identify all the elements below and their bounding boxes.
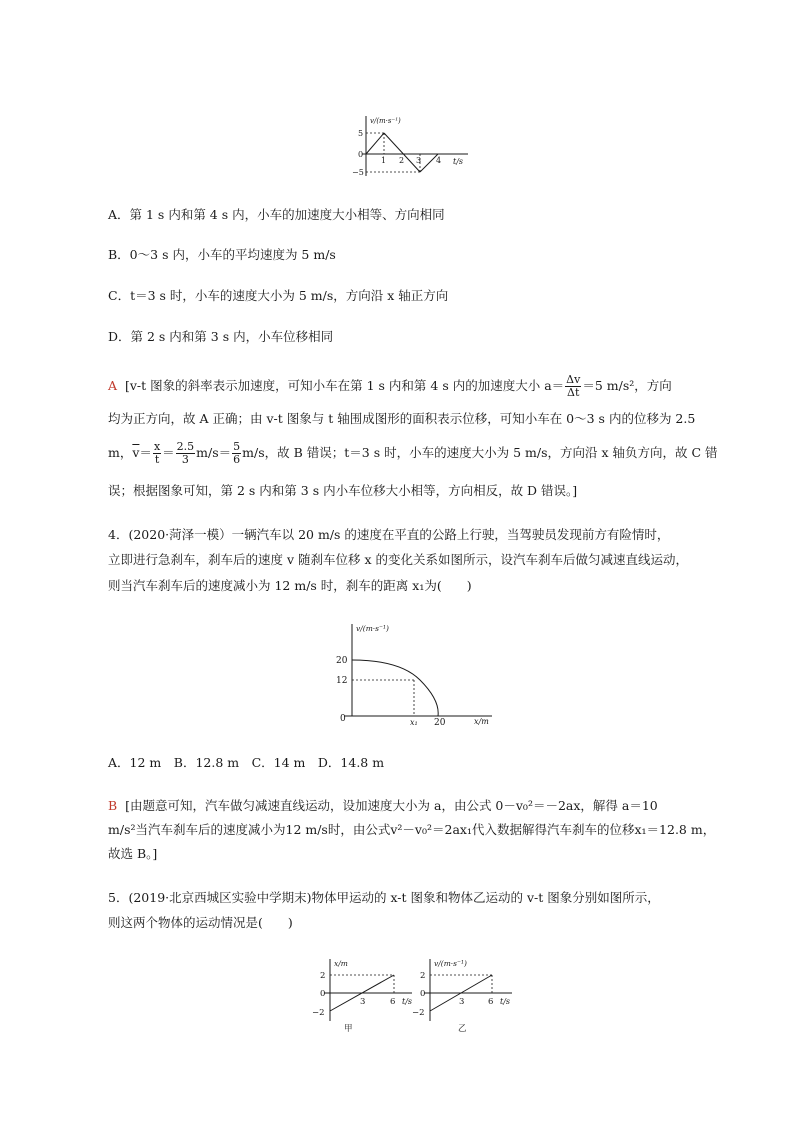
y-tick-label: 0 (358, 150, 364, 159)
y-axis-label: x/m (334, 959, 348, 968)
question-text-line: 5．(2019·北京西城区实验中学期末)物体甲运动的 x-t 图象和物体乙运动的 v-t 图象分别如图所示， (108, 890, 660, 905)
answer-letter: B (108, 798, 118, 813)
x-tick-label: 3 (360, 997, 366, 1007)
origin-label: 0 (340, 714, 346, 724)
answer-explanation-line: A [v-t 图象的斜率表示加速度，可知小车在第 1 s 内和第 4 s 内的加速度大小 a＝ $\frac{\Delta v}{\Delta t}$ ＝5 m/s²，方向 (108, 373, 672, 399)
option-d: D．第 2 s 内和第 3 s 内，小车位移相同 (108, 329, 334, 344)
x-axis-label: x/m (474, 717, 489, 726)
answer-explanation-line: B [由题意可知，汽车做匀减速直线运动，设加速度大小为 a，由公式 0－v₀²＝－2ax，解得 a＝10 (108, 798, 658, 813)
x-axis-label: t/s (453, 157, 464, 166)
answer-explanation-line: 误；根据图象可知，第 2 s 内和第 3 s 内小车位移大小相等，方向相反，故 D 错误。] (108, 483, 578, 498)
question-text-line: 立即进行急刹车，刹车后的速度 v 随刹车位移 x 的变化关系如图所示，设汽车刹车后做匀减速直线运动， (108, 552, 689, 567)
answer-explanation-line: m，$\overline{v}=$ $\frac{x}{t}$ ＝ $\frac{2.5}{3}$ m/s＝ $\frac{5}{6}$ m/s，故 B 错误；t＝3 s 时，小车的速度大小为 5 m/s，方向沿 x 轴负方向，故 C 错 (108, 440, 718, 466)
option-c: C．t＝3 s 时，小车的速度大小为 5 m/s，方向沿 x 轴正方向 (108, 288, 449, 303)
options-line: A．12 m B．12.8 m C．14 m D．14.8 m (108, 755, 385, 770)
y-tick-label: 20 (336, 656, 348, 666)
question-text-line: 4．(2020·菏泽一模）一辆汽车以 20 m/s 的速度在平直的公路上行驶，当驾驶员发现前方有险情时， (108, 527, 670, 542)
y-axis-label: v/(m·s⁻¹) (356, 624, 389, 633)
x-tick-label: 2 (399, 156, 405, 165)
x-tick-label: 3 (459, 997, 465, 1007)
y-tick-label: 0 (320, 989, 326, 999)
x-tick-label: 6 (390, 997, 396, 1007)
answer-explanation-line: 均为正方向，故 A 正确；由 v-t 图象与 t 轴围成图形的面积表示位移，可知小车在 0～3 s 内的位移为 2.5 (108, 411, 696, 426)
x-tick-label: 6 (488, 997, 494, 1007)
fraction: $\frac{\Delta v}{\Delta t}$ (566, 373, 581, 399)
x-axis-label: t/s (402, 997, 413, 1006)
x-tick-label: 3 (416, 156, 422, 165)
y-tick-label: 12 (336, 676, 348, 686)
figure-caption: 甲 (344, 1024, 353, 1034)
y-tick-label: 2 (420, 971, 426, 981)
x-tick-label: 20 (434, 718, 446, 728)
figure-vt-q3 (350, 112, 480, 182)
option-b: B．0～3 s 内，小车的平均速度为 5 m/s (108, 247, 336, 262)
option-a: A．第 1 s 内和第 4 s 内，小车的加速度大小相等、方向相同 (108, 207, 445, 222)
x-tick-label: x₁ (410, 718, 418, 727)
y-axis-label: v/(m·s⁻¹) (370, 117, 401, 125)
y-tick-label: −5 (352, 168, 364, 177)
y-tick-label: 0 (420, 989, 426, 999)
figure-caption: 乙 (458, 1024, 467, 1034)
y-tick-label: −2 (412, 1008, 425, 1018)
answer-letter: A (108, 378, 118, 393)
answer-explanation-line: m/s²当汽车刹车后的速度减小为12 m/s时，由公式v²－v₀²＝2ax₁代入数据解得汽车刹车的位移x₁＝12.8 m， (108, 822, 716, 837)
figure-vt-yi (404, 955, 522, 1035)
y-tick-label: −2 (312, 1008, 325, 1018)
answer-explanation-line: 故选 B。] (108, 846, 158, 861)
question-text-line: 则当汽车刹车后的速度减小为 12 m/s 时，刹车的距离 x₁为( ) (108, 578, 472, 593)
question-text-line: 则这两个物体的运动情况是( ) (108, 915, 293, 930)
x-tick-label: 4 (436, 156, 442, 165)
x-axis-label: t/s (500, 997, 511, 1006)
y-tick-label: 5 (358, 129, 364, 138)
x-tick-label: 1 (381, 156, 387, 165)
y-axis-label: v/(m·s⁻¹) (434, 959, 467, 968)
figure-vx-q4 (330, 618, 500, 728)
y-tick-label: 2 (320, 971, 326, 981)
